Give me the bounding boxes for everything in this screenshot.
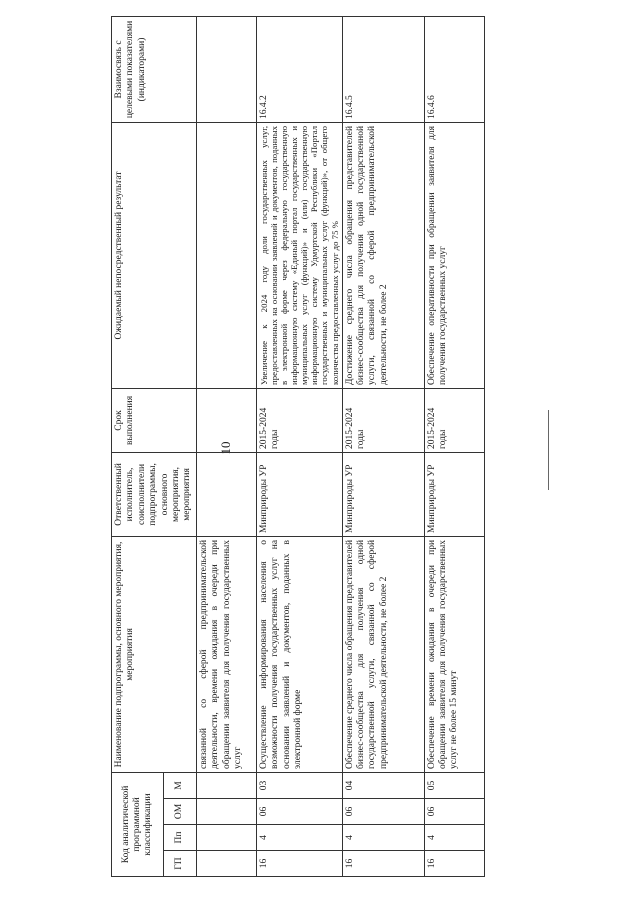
cell-result: Достижение среднего числа обращения представителей бизнес-сообщества для получения одной государственной услуги, связанной со сферой предпринимательской деятельности, не более 2 — [342, 122, 424, 388]
cell-gp: 16 — [342, 851, 424, 877]
cell-responsible: Минприроды УР — [424, 452, 484, 536]
header-link: Взаимосвязь с целевыми показателями (индикаторами) — [112, 16, 197, 122]
table-row — [256, 16, 342, 876]
header-result: Ожидаемый непосредственный результат — [112, 122, 197, 388]
cell-term: 2015-2024 годы — [424, 388, 484, 452]
cell-result: Увеличение к 2024 году доли государственных услуг, предоставленных на основании заявлений и документов, поданных в электронной форме через федеральную государственную информационную систему «Единый портал государственных и муниципальных услуг (функций)» и (или) государственную информационную систему Удмуртской Республики «Портал государственных и муниципальных услуг (функций)», от общего количества предоставленных услуг до 75 % — [256, 122, 342, 388]
header-code-group: Код аналитической программной классификации — [112, 772, 164, 876]
header-responsible: Ответственный исполнитель, соисполнители подпрограммы, основного мероприятия, мероприятия — [112, 452, 197, 536]
cell-name: Обеспечение среднего числа обращения представителей бизнес-сообщества для получения одной государственной услуги, связанной со сферой предпринимательской деятельности, не более 2 — [342, 536, 424, 772]
cell-m: 05 — [424, 772, 484, 798]
page-number: 10 — [218, 441, 233, 455]
cell-pp: 4 — [342, 825, 424, 851]
cell-m: 04 — [342, 772, 424, 798]
table-row — [196, 16, 256, 876]
cell-link: 16.4.2 — [256, 16, 342, 122]
cell-m: 03 — [256, 772, 342, 798]
table-row — [342, 16, 424, 876]
margin-line — [548, 410, 549, 490]
header-gp: ГП — [164, 851, 196, 877]
cell-result: Обеспечение оперативности при обращении заявителя для получения государственных услуг — [424, 122, 484, 388]
cell-om: 06 — [424, 799, 484, 825]
cell-gp: 16 — [424, 851, 484, 877]
cell-term: 2015-2024 годы — [342, 388, 424, 452]
cell-om: 06 — [342, 799, 424, 825]
cell-link: 16.4.6 — [424, 16, 484, 122]
header-m: М — [164, 772, 196, 798]
continuation-text: связанной со сферой предпринимательской деятельности, времени ожидания в очереди при обращении заявителя для получения государственных услуг — [196, 536, 256, 772]
cell-pp: 4 — [256, 825, 342, 851]
cell-om: 06 — [256, 799, 342, 825]
header-name: Наименование подпрограммы, основного мероприятия, мероприятия — [112, 536, 197, 772]
cell-responsible: Минприроды УР — [342, 452, 424, 536]
cell-responsible: Минприроды УР — [256, 452, 342, 536]
cell-name: Осуществление информирования населения о возможности получения государственных услуг на основании заявлений и документов, поданных в электронной форме — [256, 536, 342, 772]
cell-link: 16.4.5 — [342, 16, 424, 122]
header-om: ОМ — [164, 799, 196, 825]
rotated-table-wrapper — [111, 17, 511, 877]
cell-term: 2015-2024 годы — [256, 388, 342, 452]
cell-gp: 16 — [256, 851, 342, 877]
table-row — [424, 16, 484, 876]
cell-name: Обеспечение времени ожидания в очереди при обращении заявителя для получения государственных услуг не более 15 минут — [424, 536, 484, 772]
program-table — [111, 16, 485, 877]
cell-pp: 4 — [424, 825, 484, 851]
header-term: Срок выполнения — [112, 388, 197, 452]
header-pp: Пп — [164, 825, 196, 851]
